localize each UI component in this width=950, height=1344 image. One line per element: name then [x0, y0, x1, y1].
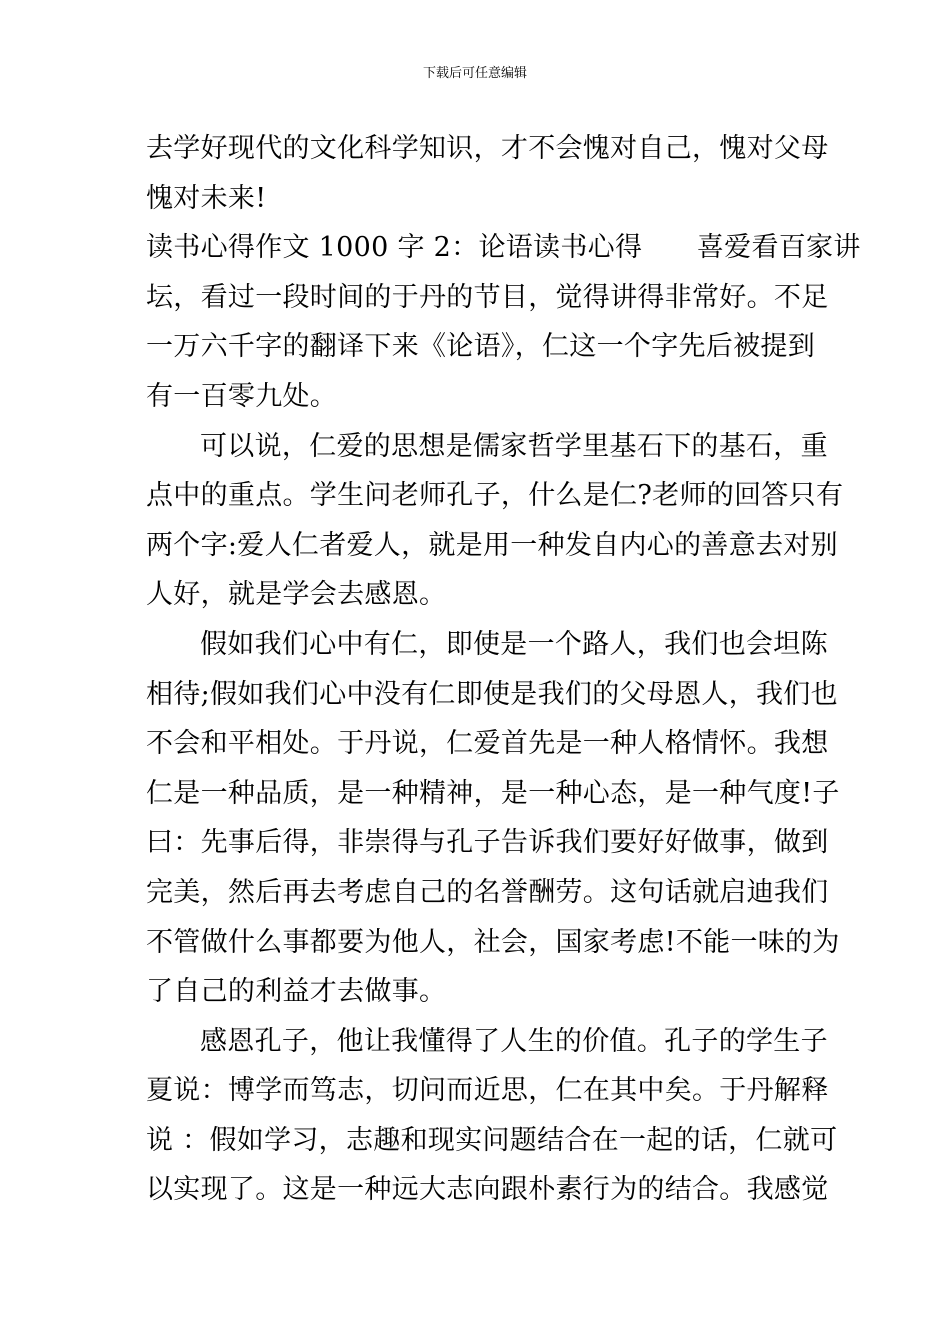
text-line: 一万六千字的翻译下来《论语》，仁这一个字先后被提到: [146, 331, 815, 363]
document-body: [146, 124, 861, 1215]
text-line: 读书心得作文 1000 字 2：论语读书心得 喜爱看百家讲: [146, 232, 861, 264]
paragraph-first-line: 可以说，仁爱的思想是儒家哲学里基石下的基石，重: [200, 430, 828, 462]
text-line: 夏说：博学而笃志，切问而近思，仁在其中矣。于丹解释: [146, 1075, 829, 1107]
paragraph-first-line: 感恩孔子，他让我懂得了人生的价值。孔子的学生子: [200, 1025, 828, 1057]
text-line: 相待;假如我们心中没有仁即使是我们的父母恩人，我们也: [146, 678, 838, 710]
text-line: 坛，看过一段时间的于丹的节目，觉得讲得非常好。不足: [146, 281, 829, 313]
page-header: 下载后可任意编辑: [422, 66, 527, 81]
text-line: 愧对未来!: [146, 182, 267, 214]
text-line: 仁是一种品质，是一种精神，是一种心态，是一种气度!子: [146, 777, 840, 809]
text-line: 点中的重点。学生问老师孔子，什么是仁?老师的回答只有: [146, 480, 844, 512]
text-line: 曰：先事后得，非崇得与孔子告诉我们要好好做事，做到: [146, 827, 829, 859]
text-line: 以实现了。这是一种远大志向跟朴素行为的结合。我感觉: [146, 1174, 829, 1206]
text-line: 不会和平相处。于丹说，仁爱首先是一种人格情怀。我想: [146, 728, 829, 760]
text-line: 了自己的利益才去做事。: [146, 976, 447, 1008]
text-line: 去学好现代的文化科学知识，才不会愧对自己，愧对父母: [146, 133, 829, 164]
text-line: 完美，然后再去考虑自己的名誉酬劳。这句话就启迪我们: [146, 876, 829, 908]
text-line: 不管做什么事都要为他人，社会，国家考虑!不能一味的为: [146, 926, 840, 958]
text-line: 说 ：假如学习，志趣和现实问题结合在一起的话，仁就可: [146, 1124, 838, 1156]
paragraph-first-line: 假如我们心中有仁，即使是一个路人，我们也会坦陈: [200, 628, 828, 660]
text-line: 人好，就是学会去感恩。: [146, 579, 447, 611]
text-line: 有一百零九处。: [146, 380, 338, 412]
text-line: 两个字:爱人仁者爱人，就是用一种发自内心的善意去对别: [146, 529, 838, 561]
